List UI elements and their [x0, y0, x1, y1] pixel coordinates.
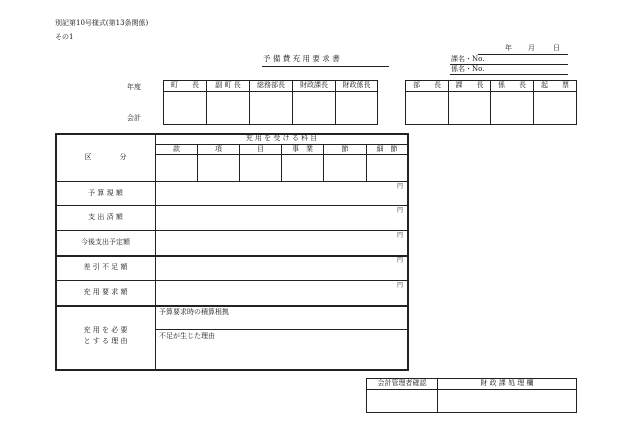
year-label: 年 [505, 44, 512, 52]
yen-unit: 円 [397, 207, 404, 214]
reason-shortfall-cause-field[interactable] [156, 342, 407, 369]
amount-field-expended[interactable] [156, 206, 407, 230]
group-no-label: 係名・No. [451, 65, 485, 73]
date-underline [478, 54, 568, 55]
subject-col-saisetsu: 細 節 [376, 145, 398, 153]
subject-col-kan: 款 [173, 145, 180, 153]
approver-section-chief: 課 長 [455, 81, 484, 89]
approver-drafter: 起 票 [541, 81, 569, 89]
yen-unit: 円 [397, 282, 404, 289]
title-underline [262, 66, 389, 67]
approver-finance-section-chief: 財政課長 [300, 81, 328, 89]
reason-shortfall-cause-label: 不足が生じた理由 [159, 332, 215, 340]
yen-unit: 円 [397, 232, 404, 239]
appendix-label: 別記第10号様式(第13条関係) [55, 19, 149, 27]
approver-department-director: 部 長 [413, 81, 441, 89]
approver-general-affairs-director: 総務部長 [257, 81, 285, 89]
row-shortfall: 差 引 不 足 額 [83, 263, 128, 271]
day-label: 日 [553, 44, 560, 52]
subject-col-jigyo: 事 業 [292, 145, 313, 153]
approver-deputy-mayor: 副 町 長 [215, 81, 241, 89]
approver-finance-unit-chief: 財政係長 [342, 81, 371, 89]
form-title: 予 備 費 充 用 要 求 書 [263, 54, 340, 63]
fiscal-year-label: 年度 [127, 83, 141, 91]
reason-budget-basis-field[interactable] [156, 318, 407, 329]
month-label: 月 [528, 44, 535, 52]
reason-label-line2: と す る 理 由 [83, 337, 128, 345]
part-label: その1 [55, 33, 74, 41]
row-planned-expenditure: 今後支出予定額 [81, 238, 130, 246]
finance-process-header: 財 政 課 処 理 欄 [480, 379, 534, 387]
subject-header: 充 用 を 受 け る 科 目 [245, 134, 318, 142]
amount-field-shortfall[interactable] [156, 257, 407, 280]
yen-unit: 円 [397, 183, 404, 190]
subject-col-setsu: 節 [341, 145, 349, 153]
approver-unit-chief: 係 長 [498, 81, 526, 89]
amount-field-budget-current[interactable] [156, 182, 407, 205]
reason-label-line1: 充 用 を 必 要 [83, 326, 128, 334]
reason-budget-basis-label: 予算要求時の積算根拠 [159, 308, 229, 316]
section-label: 区 分 [84, 153, 127, 161]
approver-mayor: 町 長 [171, 81, 199, 89]
row-expended: 支 出 済 額 [88, 213, 123, 221]
section-no-label: 課名・No. [451, 55, 485, 63]
manager-confirm-header: 会計管理者確認 [377, 379, 427, 387]
row-budget-current: 予 算 現 額 [88, 189, 123, 197]
amount-field-planned-expenditure[interactable] [156, 231, 407, 255]
subject-col-moku: 目 [257, 145, 264, 153]
row-requested-amount: 充 用 要 求 額 [83, 288, 128, 296]
subject-col-kou: 項 [215, 145, 222, 153]
account-label: 会計 [127, 114, 141, 122]
amount-field-requested[interactable] [156, 281, 407, 305]
yen-unit: 円 [397, 257, 404, 264]
